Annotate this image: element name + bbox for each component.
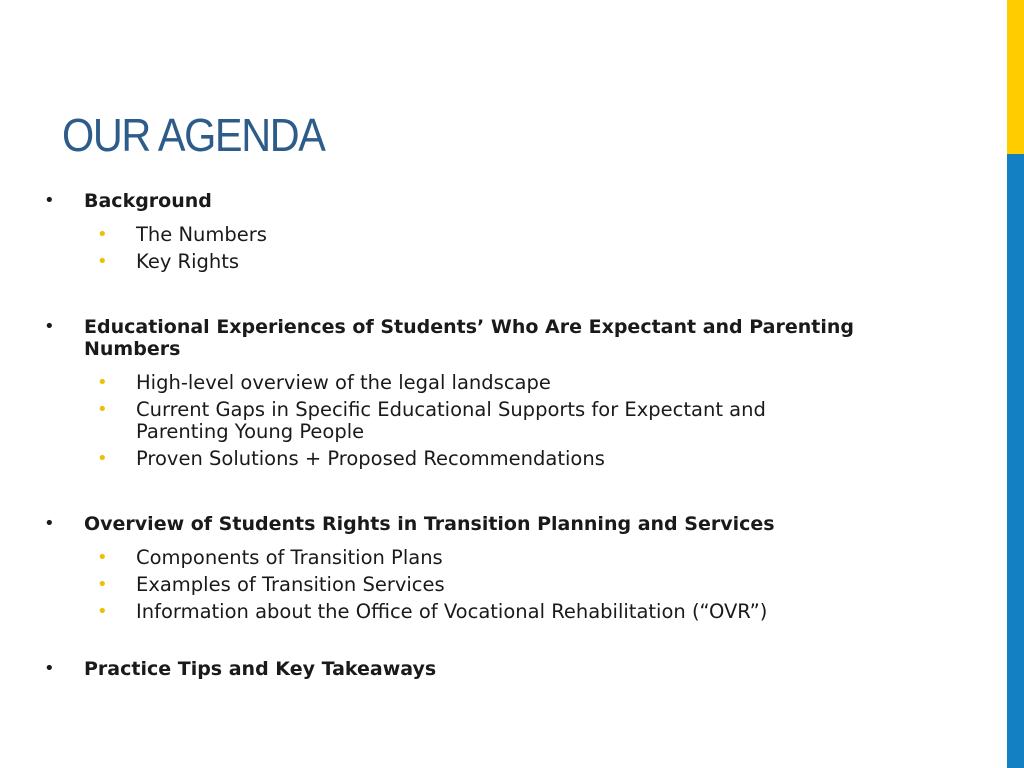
list-item-text: Information about the Office of Vocational Rehabilitation (“OVR”)	[136, 600, 768, 623]
section-heading	[0, 190, 864, 212]
sub-list	[0, 224, 1000, 273]
section-heading-text: Practice Tips and Key Takeaways	[84, 658, 437, 680]
list-item-text: Components of Transition Plans	[136, 546, 443, 569]
bullet-icon: •	[97, 251, 108, 272]
sub-list	[0, 547, 1000, 623]
section-heading-text: Background	[84, 190, 212, 212]
bullet-icon: •	[44, 190, 55, 211]
bullet-icon: •	[44, 658, 55, 679]
agenda-section-transition-planning	[0, 513, 1000, 628]
bullet-icon: •	[97, 574, 108, 595]
list-item-text: High-level overview of the legal landscape	[136, 371, 551, 394]
bullet-icon: •	[44, 316, 55, 337]
list-item-text: Proven Solutions + Proposed Recommendations	[136, 447, 605, 470]
bullet-icon: •	[97, 224, 108, 245]
bullet-icon: •	[97, 448, 108, 469]
list-item	[0, 547, 816, 569]
section-heading-text: Overview of Students Rights in Transition Planning and Services	[84, 513, 775, 535]
list-item-text: The Numbers	[136, 223, 267, 246]
accent-bar-yellow	[1007, 0, 1024, 154]
list-item-text: Current Gaps in Specific Educational Supports for Expectant and Parenting Young People	[136, 398, 766, 443]
bullet-icon: •	[97, 372, 108, 393]
list-item	[0, 224, 816, 246]
accent-bar-blue	[1007, 154, 1024, 768]
bullet-icon: •	[97, 399, 108, 420]
bullet-icon: •	[44, 513, 55, 534]
bullet-icon: •	[97, 547, 108, 568]
bullet-icon: •	[97, 601, 108, 622]
agenda-section-practice-tips	[0, 658, 1000, 680]
list-item	[0, 399, 816, 443]
list-item-text: Key Rights	[136, 250, 240, 273]
section-heading	[0, 513, 864, 535]
list-item-text: Examples of Transition Services	[136, 573, 445, 596]
section-heading-text: Educational Experiences of Students’ Who Are Expectant and Parenting Numbers	[84, 316, 855, 360]
list-item	[0, 574, 816, 596]
list-item	[0, 372, 816, 394]
section-heading	[0, 658, 864, 680]
section-heading	[0, 316, 864, 360]
sub-list	[0, 372, 1000, 470]
agenda-section-educational-experiences	[0, 316, 1000, 475]
slide-title: OUR AGENDA	[62, 109, 325, 161]
list-item	[0, 601, 816, 623]
list-item	[0, 448, 816, 470]
agenda-section-background	[0, 190, 1000, 278]
list-item	[0, 251, 816, 273]
